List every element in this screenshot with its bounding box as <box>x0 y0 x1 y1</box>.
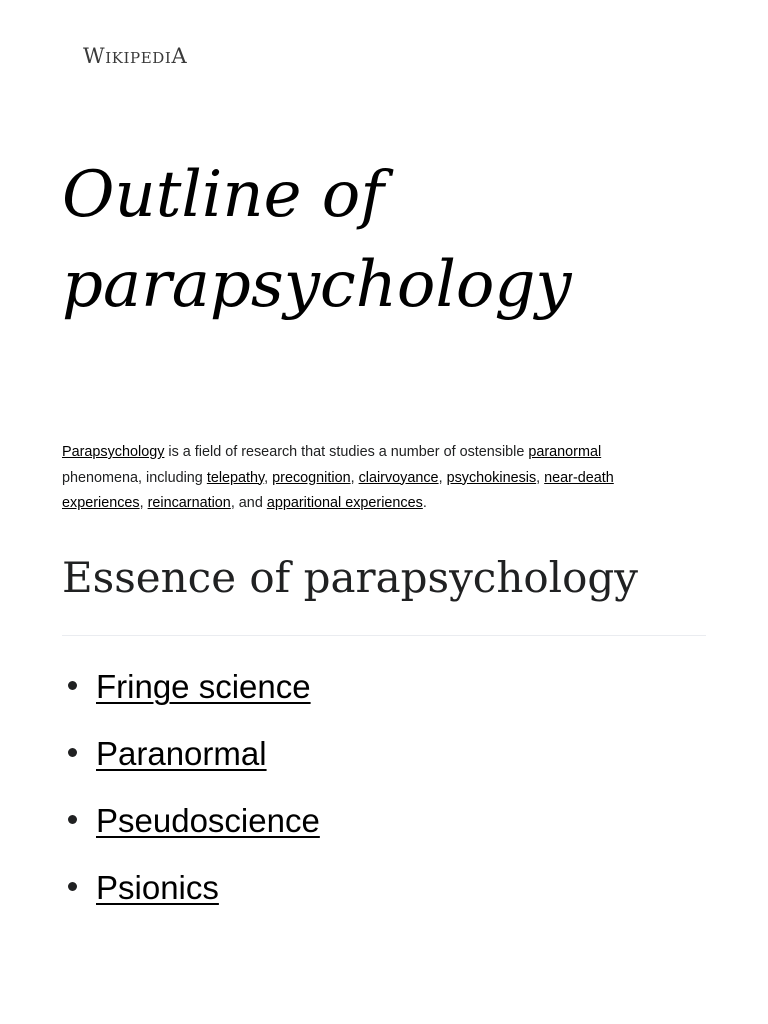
link-precognition[interactable]: precognition <box>272 469 351 486</box>
section-heading: Essence of parapsychology <box>62 553 638 602</box>
link-reincarnation[interactable]: reincarnation <box>147 495 231 511</box>
logo-middle: ikipedi <box>105 44 172 68</box>
intro-text: is a field of research that studies a number of ostensible <box>164 444 529 460</box>
intro-separator: , <box>264 469 273 486</box>
section-divider <box>62 635 706 636</box>
essence-link-list <box>62 662 320 930</box>
intro-paragraph <box>62 440 672 517</box>
link-paranormal-item[interactable]: Paranormal <box>96 735 267 772</box>
link-paranormal[interactable]: paranormal <box>528 444 602 460</box>
list-item <box>62 863 320 930</box>
link-apparitional-experiences[interactable]: apparitional experiences <box>266 495 423 511</box>
wikipedia-logo[interactable] <box>83 42 187 70</box>
list-item <box>62 662 320 729</box>
bullet-icon <box>68 882 77 891</box>
intro-separator: , <box>139 495 148 511</box>
link-telepathy[interactable]: telepathy <box>206 469 265 486</box>
intro-separator: , <box>438 469 447 486</box>
intro-text: phenomena, including <box>62 469 207 486</box>
link-pseudoscience[interactable]: Pseudoscience <box>96 802 320 839</box>
link-near-death-experiences[interactable]: near-death experiences <box>62 469 614 511</box>
intro-separator: , and <box>230 495 267 511</box>
bullet-icon <box>68 748 77 757</box>
link-clairvoyance[interactable]: clairvoyance <box>358 469 439 486</box>
link-psionics[interactable]: Psionics <box>96 869 219 906</box>
bullet-icon <box>68 681 77 690</box>
link-fringe-science[interactable]: Fringe science <box>96 668 311 705</box>
intro-separator: , <box>536 469 545 486</box>
list-item <box>62 729 320 796</box>
link-parapsychology[interactable]: Parapsychology <box>62 444 165 460</box>
intro-separator: , <box>350 469 359 486</box>
link-psychokinesis[interactable]: psychokinesis <box>446 469 537 486</box>
list-item <box>62 796 320 863</box>
logo-final: A <box>171 44 188 68</box>
intro-end: . <box>422 495 427 511</box>
page-title: Outline of parapsychology <box>62 158 572 322</box>
logo-initial: W <box>83 44 106 68</box>
bullet-icon <box>68 815 77 824</box>
